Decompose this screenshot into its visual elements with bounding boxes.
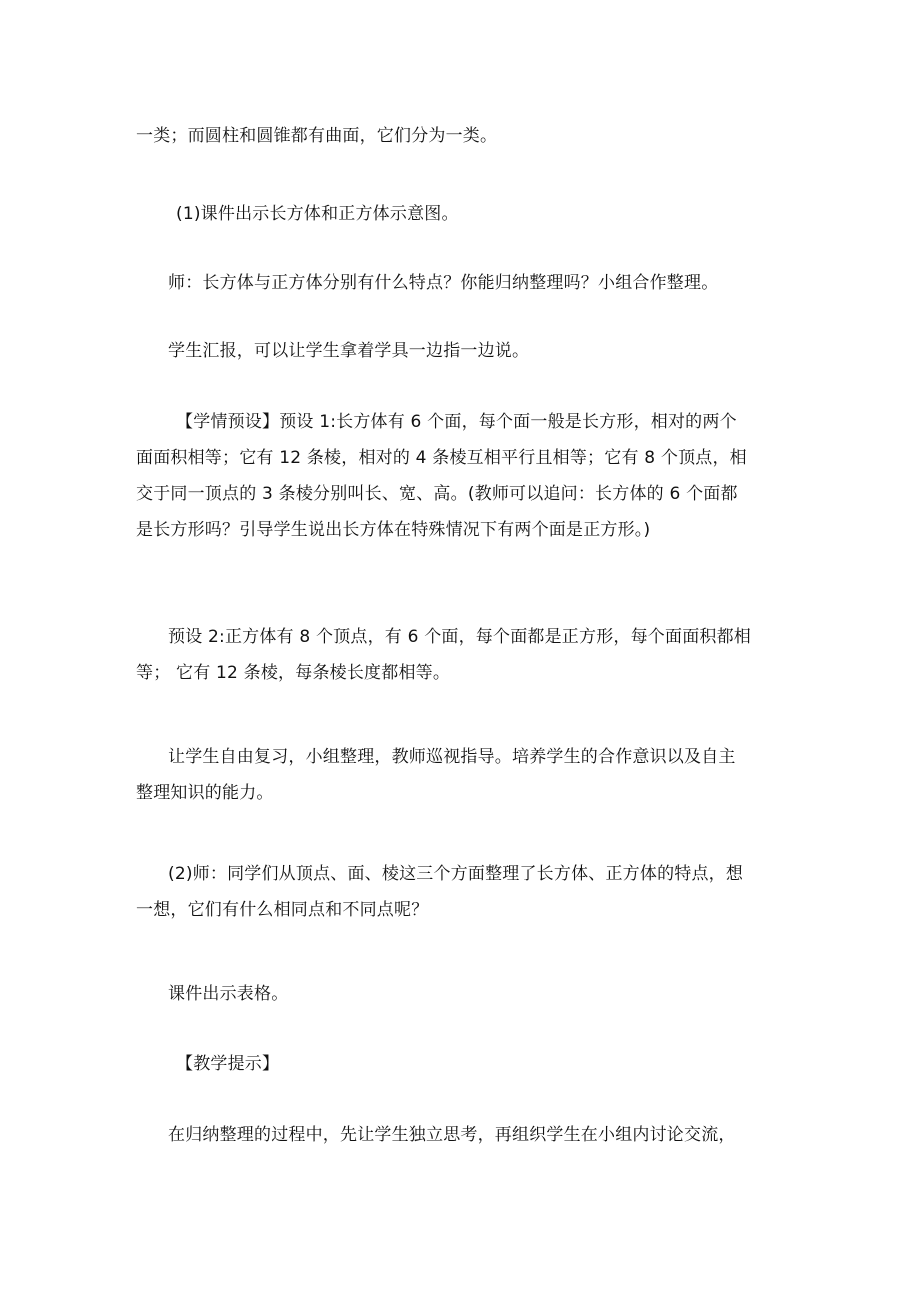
text-line: 学生汇报，可以让学生拿着学具一边指一边说。 [168, 341, 530, 361]
paragraph-10 [136, 1046, 788, 1082]
paragraph-4 [136, 333, 788, 369]
paragraph-2 [136, 196, 788, 232]
text-line: 在归纳整理的过程中，先让学生独立思考，再组织学生在小组内讨论交流， [168, 1125, 736, 1145]
paragraph-5 [136, 404, 788, 548]
text-line: 预设 2:正方体有 8 个顶点，有 6 个面，每个面都是正方形，每个面面积都相 [168, 627, 751, 647]
paragraph-6 [136, 619, 788, 691]
text-line: 师：长方体与正方体分别有什么特点？你能归纳整理吗？小组合作整理。 [168, 273, 719, 293]
text-line: 【教学提示】 [176, 1054, 280, 1074]
text-line: (1)课件出示长方体和正方体示意图。 [176, 204, 459, 224]
paragraph-1 [136, 118, 788, 154]
text-line: (2)师：同学们从顶点、面、棱这三个方面整理了长方体、正方体的特点，想 [168, 864, 744, 884]
text-line: 一想，它们有什么相同点和不同点呢？ [136, 900, 429, 920]
text-line: 课件出示表格。 [168, 984, 289, 1004]
text-line: 交于同一顶点的 3 条棱分别叫长、宽、高。(教师可以追问：长方体的 6 个面都 [136, 484, 738, 504]
paragraph-3 [136, 265, 788, 301]
paragraph-8 [136, 856, 788, 928]
text-line: 一类；而圆柱和圆锥都有曲面，它们分为一类。 [136, 126, 498, 146]
paragraph-9 [136, 976, 788, 1012]
text-line: 面面积相等；它有 12 条棱，相对的 4 条棱互相平行且相等；它有 8 个顶点，相 [136, 448, 747, 468]
text-line: 等； 它有 12 条棱，每条棱长度都相等。 [136, 663, 451, 683]
paragraph-11 [136, 1117, 788, 1153]
text-line: 整理知识的能力。 [136, 783, 274, 803]
text-line: 【学情预设】预设 1:长方体有 6 个面，每个面一般是长方形，相对的两个 [176, 412, 737, 432]
text-line: 是长方形吗？引导学生说出长方体在特殊情况下有两个面是正方形。) [136, 520, 651, 540]
text-line: 让学生自由复习，小组整理，教师巡视指导。培养学生的合作意识以及自主 [168, 747, 736, 767]
paragraph-7 [136, 739, 788, 811]
